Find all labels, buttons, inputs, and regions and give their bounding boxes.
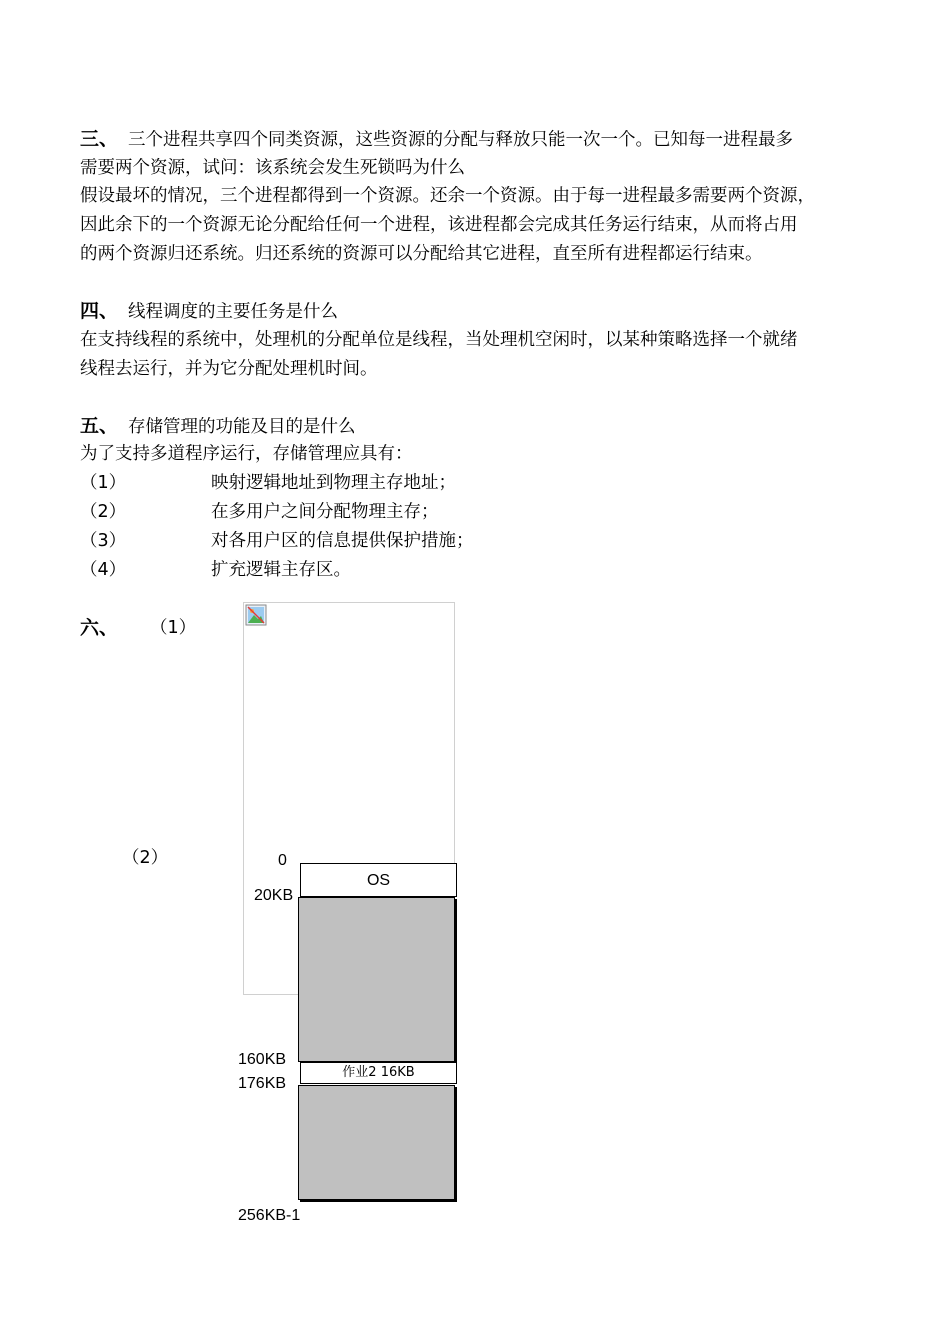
section6-part2-label: （2） — [122, 848, 169, 868]
section5-question: 五、 存储管理的功能及目的是什么 — [80, 415, 356, 437]
section5-number: 五、 — [80, 415, 119, 437]
list-item-text: 对各用户区的信息提供保护措施； — [211, 531, 474, 551]
section4-answer-line2: 线程去运行，并为它分配处理机时间。 — [80, 359, 378, 379]
section3-answer-line3: 的两个资源归还系统。归还系统的资源可以分配给其它进程，直至所有进程都运行结束。 — [80, 244, 763, 264]
section5-intro: 为了支持多道程序运行，存储管理应具有： — [80, 444, 413, 464]
list-item-number: （1） — [80, 473, 127, 493]
mem-label-0: 0 — [278, 852, 287, 869]
mem-label-160kb: 160KB — [238, 1051, 287, 1068]
mem-label-176kb: 176KB — [238, 1075, 287, 1092]
section3-answer-line2: 因此余下的一个资源无论分配给任何一个进程，该进程都会完成其任务运行结束，从而将占用 — [80, 215, 798, 235]
section4-answer-line1: 在支持线程的系统中，处理机的分配单位是线程，当处理机空闲时，以某种策略选择一个就绪 — [80, 330, 798, 350]
list-item-text: 映射逻辑地址到物理主存地址； — [211, 473, 456, 493]
section6-number-line — [80, 614, 118, 644]
job2-label: 作业2 16KB — [342, 1065, 415, 1080]
mem-label-20kb: 20KB — [254, 887, 294, 904]
mem-label-256kb: 256KB-1 — [238, 1207, 301, 1224]
list-item-number: （4） — [80, 560, 127, 580]
section4-question: 四、 线程调度的主要任务是什么 — [80, 300, 339, 322]
section3-number: 三、 — [80, 128, 119, 150]
section3-answer-line1: 假设最坏的情况，三个进程都得到一个资源。还余一个资源。由于每一进程最多需要两个资源， — [80, 186, 815, 206]
section4-number: 四、 — [80, 300, 119, 322]
list-item-text: 扩充逻辑主存区。 — [211, 560, 351, 580]
allocated-block-1 — [298, 897, 455, 1062]
list-item-number: （3） — [80, 531, 127, 551]
list-item-text: 在多用户之间分配物理主存； — [211, 502, 439, 522]
section3-question-line1: 三、 三个进程共享四个同类资源，这些资源的分配与释放只能一次一个。已知每一进程最多 — [80, 128, 794, 150]
section3-question-line2: 需要两个资源，试问：该系统会发生死锁吗为什么 — [80, 158, 465, 178]
os-block — [300, 863, 457, 897]
section6-number: 六、 — [80, 617, 119, 639]
os-label: OS — [366, 872, 391, 889]
allocated-block-2 — [298, 1085, 455, 1200]
broken-image-icon — [245, 604, 267, 626]
section6-part1-label: （1） — [150, 618, 197, 638]
list-item-number: （2） — [80, 502, 127, 522]
job2-block — [300, 1062, 457, 1084]
